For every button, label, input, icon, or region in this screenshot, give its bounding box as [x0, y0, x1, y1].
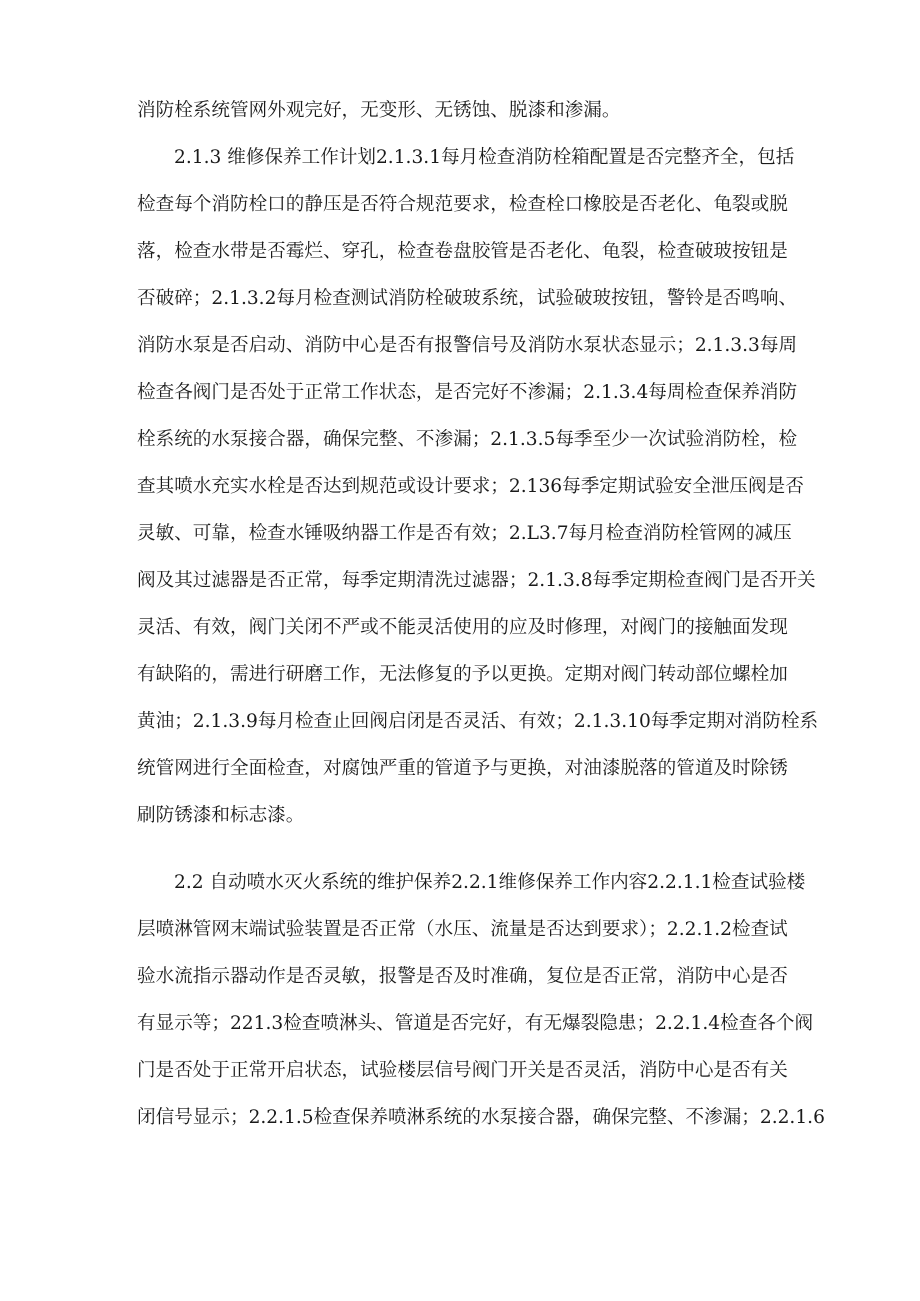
text-line: 闭信号显示；2.2.1.5检查保养喷淋系统的水泵接合器，确保完整、不渗漏；2.2.1.6 [137, 1107, 825, 1128]
text-line: 黄油；2.1.3.9每月检查止回阀启闭是否灵活、有效；2.1.3.10每季定期对消防栓系 [137, 711, 819, 732]
text-line: 检查各阀门是否处于正常工作状态，是否完好不渗漏；2.1.3.4每周检查保养消防 [137, 382, 798, 403]
text-line: 灵敏、可靠，检查水锤吸纳器工作是否有效；2.L3.7每月检查消防栓管网的减压 [137, 523, 792, 544]
text-line: 有缺陷的，需进行研磨工作，无法修复的予以更换。定期对阀门转动部位螺栓加 [137, 664, 788, 685]
text-line: 统管网进行全面检查，对腐蚀严重的管道予与更换，对油漆脱落的管道及时除锈 [137, 758, 788, 779]
text-line: 层喷淋管网末端试验装置是否正常（水压、流量是否达到要求）；2.2.1.2检查试 [137, 919, 788, 940]
text-line: 消防栓系统管网外观完好，无变形、无锈蚀、脱漆和渗漏。 [137, 100, 621, 121]
text-line: 门是否处于正常开启状态，试验楼层信号阀门开关是否灵活，消防中心是否有关 [137, 1060, 788, 1081]
text-line: 有显示等；221.3检查喷淋头、管道是否完好，有无爆裂隐患；2.2.1.4检查各个阀 [137, 1013, 814, 1034]
text-line: 验水流指示器动作是否灵敏，报警是否及时准确，复位是否正常，消防中心是否 [137, 966, 788, 987]
text-line: 查其喷水充实水栓是否达到规范或设计要求；2.136每季定期试验安全泄压阀是否 [137, 476, 804, 497]
text-line: 栓系统的水泵接合器，确保完整、不渗漏；2.1.3.5每季至少一次试验消防栓，检 [137, 429, 798, 450]
text-line: 刷防锈漆和标志漆。 [137, 805, 305, 826]
text-line: 灵活、有效，阀门关闭不严或不能灵活使用的应及时修理，对阀门的接触面发现 [137, 617, 788, 638]
text-line: 消防水泵是否启动、消防中心是否有报警信号及消防水泵状态显示；2.1.3.3每周 [137, 335, 798, 356]
text-line: 落，检查水带是否霉烂、穿孔，检查卷盘胶管是否老化、龟裂，检查破玻按钮是 [137, 241, 788, 262]
text-line: 检查每个消防栓口的静压是否符合规范要求，检查栓口橡胶是否老化、龟裂或脱 [137, 194, 788, 215]
text-line: 阀及其过滤器是否正常，每季定期清洗过滤器；2.1.3.8每季定期检查阀门是否开关 [137, 570, 816, 591]
text-line: 2.2 自动喷水灭火系统的维护保养2.2.1维修保养工作内容2.2.1.1检查试验楼 [174, 872, 806, 893]
text-line: 2.1.3 维修保养工作计划2.1.3.1每月检查消防栓箱配置是否完整齐全，包括 [174, 147, 795, 168]
text-line: 否破碎；2.1.3.2每月检查测试消防栓破玻系统，试验破玻按钮，警铃是否鸣响、 [137, 288, 798, 309]
